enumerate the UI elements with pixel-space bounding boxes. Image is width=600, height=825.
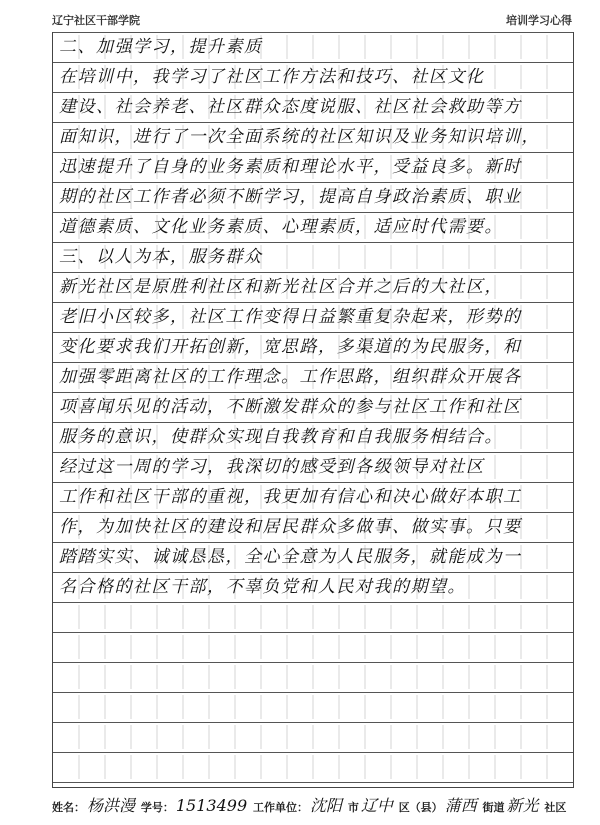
text-line: 建设、社会养老、社区群众态度说服、社区社会救助等方 [59,97,522,117]
ruled-sheet [52,32,574,788]
text-line: 加强零距离社区的工作理念。工作思路，组织群众开展各 [59,367,522,387]
text-line: 迅速提升了自身的业务素质和理论水平，受益良多。新时 [59,157,522,177]
text-line: 项喜闻乐见的活动，不断激发群众的参与社区工作和社区 [59,397,522,417]
text-line: 踏踏实实、诚诚恳恳，全心全意为人民服务，就能成为一 [59,547,522,567]
text-line: 服务的意识，使群众实现自我教育和自我服务相结合。 [59,427,503,447]
text-line: 变化要求我们开拓创新，宽思路，多渠道的为民服务，和 [59,337,522,357]
id-label: 学号： [140,801,174,814]
community-label: 社区 [544,801,567,814]
id-value: 1513499 [175,796,248,815]
street-value: 蒲西 [444,796,477,815]
text-line: 新光社区是原胜利社区和新光社区合并之后的大社区， [59,277,503,297]
name-value: 杨洪漫 [87,796,136,815]
name-label: 姓名： [52,801,85,814]
document-type: 培训学习心得 [506,14,572,27]
district-value: 辽中 [360,796,393,815]
text-line: 名合格的社区干部，不辜负党和人民对我的期望。 [59,577,466,597]
text-line: 三、以人为本，服务群众 [59,247,263,267]
street-label: 街道 [482,801,505,814]
text-line: 经过这一周的学习，我深切的感受到各级领导对社区 [59,457,485,477]
text-line: 工作和社区干部的重视，我更加有信心和决心做好本职工 [59,487,522,507]
text-line: 二、加强学习，提升素质 [59,37,263,57]
text-line: 道德素质、文化业务素质、心理素质，适应时代需要。 [59,217,503,237]
page-header [52,12,572,30]
unit-label: 工作单位： [252,801,308,814]
text-line: 面知识，进行了一次全面系统的社区知识及业务知识培训， [59,127,540,147]
footer-info [52,793,572,813]
city-value: 沈阳 [309,796,342,815]
text-line: 作，为加快社区的建设和居民群众多做事、做实事。只要 [59,517,522,537]
text-line: 老旧小区较多，社区工作变得日益繁重复杂起来，形势的 [59,307,522,327]
community-value: 新光 [506,796,539,815]
text-line: 期的社区工作者必须不断学习，提高自身政治素质、职业 [59,187,522,207]
institution-name: 辽宁社区干部学院 [52,14,140,27]
city-label: 市 [347,801,359,814]
text-line: 在培训中，我学习了社区工作方法和技巧、社区文化 [59,67,485,87]
district-label: 区（县） [398,801,443,814]
